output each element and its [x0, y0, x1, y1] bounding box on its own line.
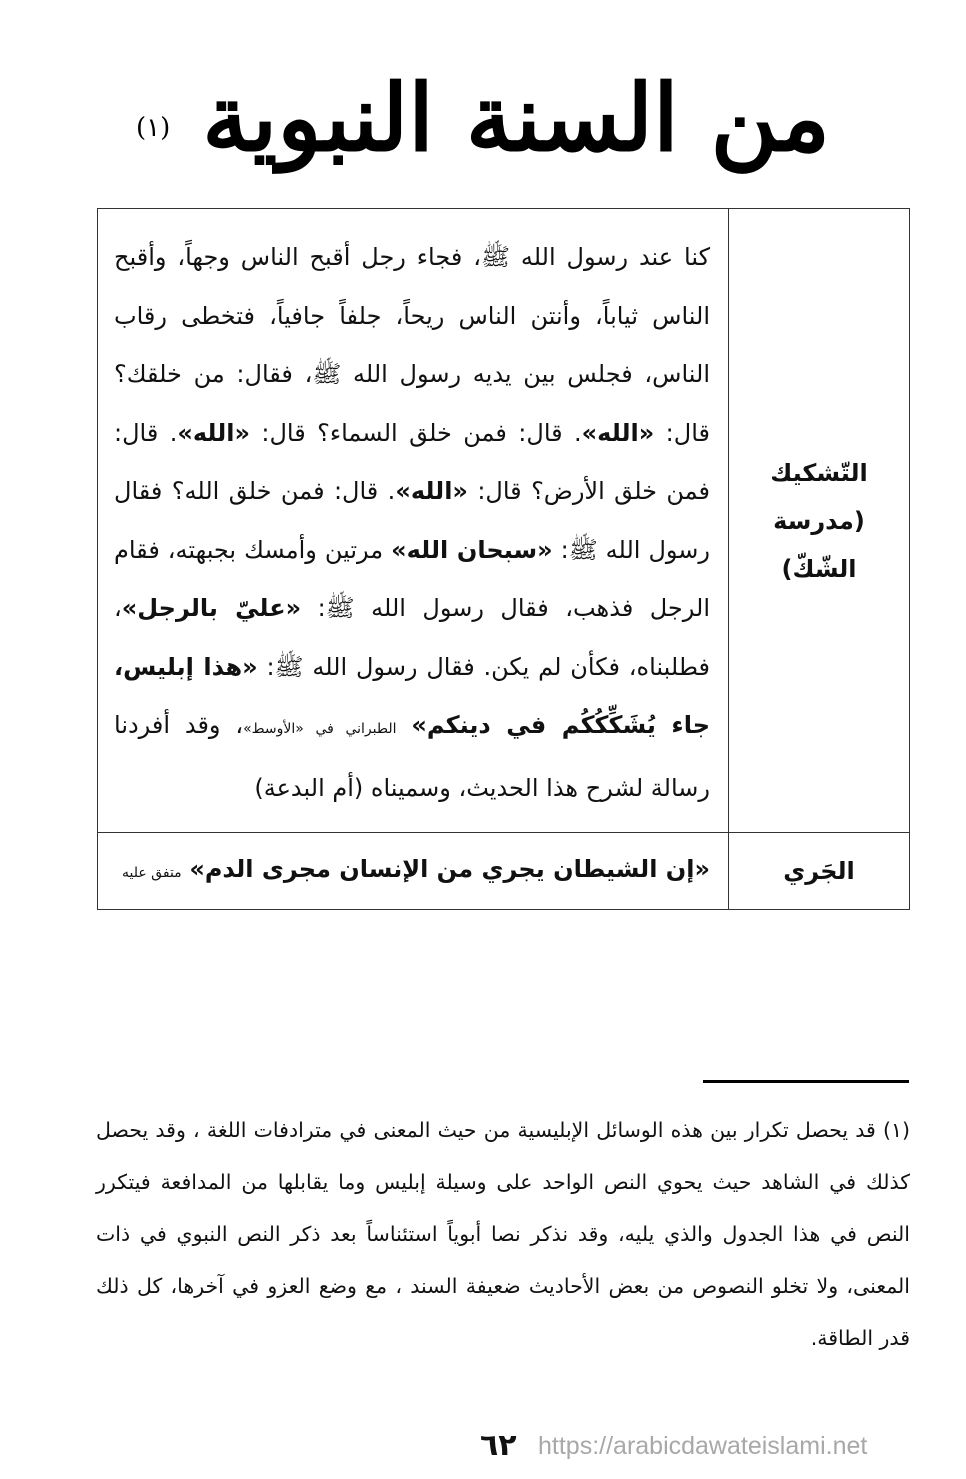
- hadith-text: . قال: فمن خلق الأرض؟ قال:: [114, 418, 711, 505]
- row-label-cell: [729, 833, 910, 910]
- hadith-quote: «سبحان الله»: [391, 535, 553, 564]
- row-label-line: الشّكّ): [781, 554, 857, 583]
- page-title-text: من السنة النبوية: [202, 64, 830, 172]
- site-url[interactable]: https://arabicdawateislami.net: [538, 1432, 868, 1460]
- page-title: [0, 48, 966, 188]
- row-label: الجَري: [783, 857, 855, 885]
- table-row: [98, 209, 910, 833]
- row-text-cell: [98, 833, 729, 910]
- hadith-quote: «الله»: [395, 477, 468, 505]
- source-reference: متفق عليه: [122, 865, 182, 881]
- hadith-quote: «إن الشيطان يجري من الإنسان مجرى الدم»: [189, 855, 710, 883]
- title-footnote-ref: (١): [135, 113, 171, 143]
- hadith-text: . قال: فمن خلق الله؟ فقال رسول الله ﷺ:: [114, 477, 710, 564]
- footnote: (١) قد يحصل تكرار بين هذه الوسائل الإبليسية من حيث المعنى في مترادفات اللغة ، وقد يحصل كذلك في الشاهد حيث يحوي النص الواحد على وسيلة إبليس وما يقابلها من المدافعة فيتكرر النص في هذا الجدول والذي يليه، وقد نذكر نصا أبوياً استئناساً بعد ذكر النص النبوي في ذات المعنى، ولا تخلو النصوص من بعض الأحاديث ضعيفة السند ، مع وضع العزو في آخرها، كل ذلك قدر الطاقة.: [96, 1118, 910, 1350]
- page-number: ٦٢: [480, 1428, 517, 1463]
- table-row: [98, 833, 910, 910]
- hadith-text: . قال: فمن خلق السماء؟ قال:: [249, 418, 582, 447]
- row-label-line: التّشكيك: [770, 458, 868, 487]
- hadith-text: ، وقد أفردنا رسالة لشرح هذا الحديث، وسميناه (أم البدعة): [114, 711, 710, 802]
- source-reference: الطبراني في «الأوسط»: [243, 721, 397, 737]
- hadith-text: ، فطلبناه، فكأن لم يكن. فقال رسول الله ﷺ:: [114, 594, 710, 681]
- row-label-line: (مدرسة: [773, 506, 865, 535]
- footnote-divider: [703, 1080, 909, 1083]
- hadith-quote: «هذا إبليس، جاء يُشَكِّكُكُم في دينكم»: [114, 652, 711, 739]
- hadith-table: [97, 208, 910, 910]
- row-label-cell: [729, 209, 910, 833]
- hadith-quote: «الله»: [177, 418, 250, 447]
- hadith-text: كنا عند رسول الله ﷺ، فجاء رجل أقبح الناس وجهاً، وأقبح الناس ثياباً، وأنتن الناس ريحاً، جلفاً جافياً، فتخطى رقاب الناس، فجلس بين يديه رسول الله ﷺ، فقال: من خلقك؟ قال:: [114, 243, 710, 447]
- hadith-text: مرتين وأمسك بجبهته، فقام الرجل فذهب، فقال رسول الله ﷺ:: [114, 535, 710, 622]
- row-text-cell: [98, 209, 729, 833]
- hadith-quote: «الله»: [581, 418, 655, 447]
- hadith-quote: «عليّ بالرجل»: [121, 594, 302, 622]
